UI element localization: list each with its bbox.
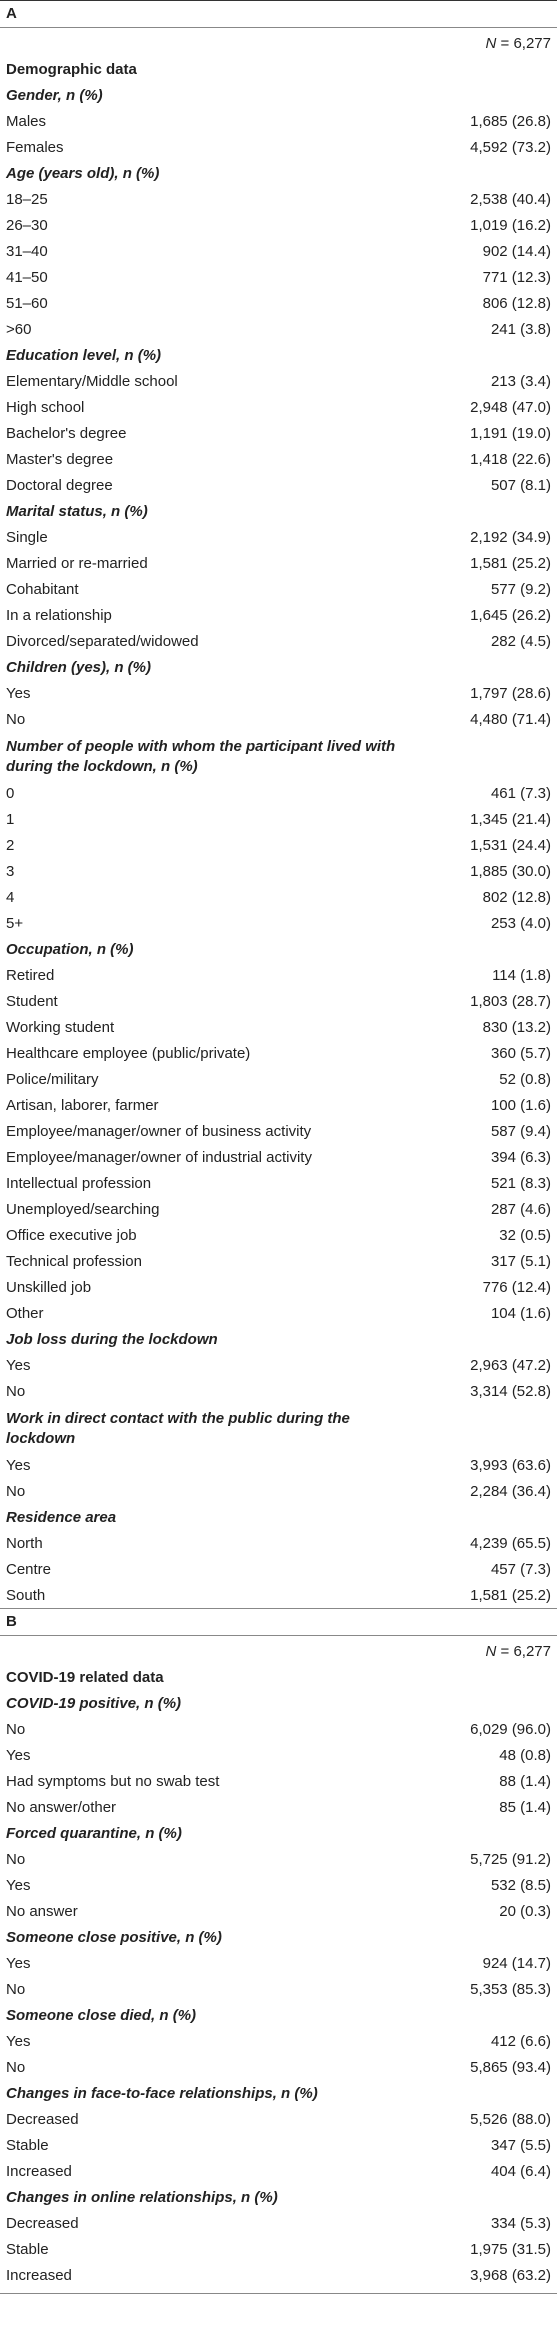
panel-a-group-7-title-label: Job loss during the lockdown [6,1331,218,1348]
panel-a-group-1-row-3 [0,265,557,291]
panel-a-group-3-row-2-value: 577 (9.2) [490,581,551,598]
panel-a-group-3-row-2-label: Cohabitant [6,581,79,598]
panel-a-group-9-row-2-label: South [6,1587,46,1604]
panel-a-group-3-row-1-label: Married or re-married [6,555,148,572]
panel-a-group-1-row-4 [0,291,557,317]
panel-a-group-0-row-0-value: 1,685 (26.8) [470,113,551,130]
panel-a-group-0-row-0 [0,109,557,135]
panel-a-group-2-row-0-value: 213 (3.4) [490,373,551,390]
panel-b-group-3-title-label: Someone close died, n (%) [6,2007,197,2024]
panel-b-group-1-row-0-value: 5,725 (91.2) [470,1851,551,1868]
panel-a-group-9-row-0 [0,1531,557,1557]
panel-a-group-6-row-11-value: 317 (5.1) [490,1253,551,1270]
panel-a-group-6-row-2 [0,1015,557,1041]
panel-a-group-5-row-5-value: 253 (4.0) [490,915,551,932]
panel-a-group-7-row-0-value: 2,963 (47.2) [470,1357,551,1374]
panel-a-group-5-row-0-value: 461 (7.3) [490,785,551,802]
panel-b-group-1-row-0 [0,1847,557,1873]
panel-a-group-1-row-1-label: 26–30 [6,217,48,234]
panel-a-group-6-row-9-label: Unemployed/searching [6,1201,160,1218]
panel-a-group-2-row-3-label: Master's degree [6,451,114,468]
panel-a-group-1-row-2-value: 902 (14.4) [482,243,551,260]
panel-a-group-3-row-4-label: Divorced/separated/widowed [6,633,199,650]
panel-b-group-3-row-1-label: No [6,2059,26,2076]
panel-b-group-0-row-0-value: 6,029 (96.0) [470,1721,551,1738]
panel-a-group-6-row-12-value: 776 (12.4) [482,1279,551,1296]
panel-a-group-6-row-0-label: Retired [6,967,55,984]
panel-a-group-5-row-4 [0,885,557,911]
panel-a-group-2-row-0 [0,369,557,395]
panel-b-section-title-label: COVID-19 related data [6,1669,164,1686]
panel-b-header-rule [0,1635,557,1636]
panel-a-group-6-row-12-label: Unskilled job [6,1279,92,1296]
panel-a-group-7-row-0-label: Yes [6,1357,31,1374]
panel-a-group-8-row-1 [0,1479,557,1505]
panel-b-group-0-row-1-value: 48 (0.8) [499,1747,551,1764]
panel-a-group-9-row-1 [0,1557,557,1583]
panel-a-group-5-row-1 [0,807,557,833]
panel-a-group-5-row-2 [0,833,557,859]
panel-b-group-2-row-0 [0,1951,557,1977]
panel-a-group-9-row-1-value: 457 (7.3) [490,1561,551,1578]
panel-a-group-1-row-4-value: 806 (12.8) [482,295,551,312]
panel-a-group-2-row-3 [0,447,557,473]
panel-a-group-4-row-1-label: No [6,711,26,728]
panel-b-group-5-row-0-label: Decreased [6,2215,79,2232]
panel-b-group-5-row-2-label: Increased [6,2267,72,2284]
panel-b-group-5-row-1-value: 1,975 (31.5) [470,2241,551,2258]
panel-a-group-0-title-label: Gender, n (%) [6,87,103,104]
panel-a-group-8-title-label: Work in direct contact with the public during the lockdown [6,1410,350,1447]
panel-a-group-4-row-0 [0,681,557,707]
panel-a-group-2-row-1-label: High school [6,399,85,416]
panel-b-group-1-row-1-label: Yes [6,1877,31,1894]
panel-a-group-6-title [0,937,557,963]
panel-b-group-0-row-2-value: 88 (1.4) [499,1773,551,1790]
panel-b-group-2-title [0,1925,557,1951]
panel-a-group-1-row-1-value: 1,019 (16.2) [470,217,551,234]
panel-a-group-6-row-0 [0,963,557,989]
panel-a-group-0-row-1-label: Females [6,139,64,156]
panel-a-group-2-title [0,343,557,369]
panel-a-group-1-row-2 [0,239,557,265]
panel-a-group-6-row-6-value: 587 (9.4) [490,1123,551,1140]
panel-a-group-9-row-0-label: North [6,1535,43,1552]
panel-a-group-6-row-0-value: 114 (1.8) [492,967,551,984]
panel-a-group-2-row-2 [0,421,557,447]
panel-a-group-3-row-0-label: Single [6,529,48,546]
panel-a-group-0-title [0,83,557,109]
panel-a-group-1-title-label: Age (years old), n (%) [6,165,160,182]
panel-b-group-3-row-1 [0,2055,557,2081]
panel-b-n-header [0,1639,557,1665]
panel-a-group-6-row-13-value: 104 (1.6) [490,1305,551,1322]
panel-b-group-2-row-1-label: No [6,1981,26,1998]
panel-a-group-8-row-1-value: 2,284 (36.4) [470,1483,551,1500]
panel-a-letter [0,1,557,27]
panel-a-group-6-row-6 [0,1119,557,1145]
panel-a-group-3-row-2 [0,577,557,603]
table-bottom-rule [0,2293,557,2294]
panel-a-header-rule [0,27,557,28]
panel-a-group-1-row-5-value: 241 (3.8) [490,321,551,338]
panel-a-group-1-row-0 [0,187,557,213]
panel-b-group-1-row-2-value: 20 (0.3) [499,1903,551,1920]
panel-a-group-6-row-3-value: 360 (5.7) [490,1045,551,1062]
n-symbol: N [485,1643,497,1660]
panel-b-group-5-row-2 [0,2263,557,2289]
panel-b-group-5-title [0,2185,557,2211]
n-count: = 6,277 [496,35,551,52]
panel-a-group-1-row-2-label: 31–40 [6,243,48,260]
n-count: = 6,277 [496,1643,551,1660]
panel-b-group-4-row-0 [0,2107,557,2133]
panel-a-group-3-row-3-label: In a relationship [6,607,112,624]
panel-a-group-5-row-3 [0,859,557,885]
panel-a-group-6-row-4-value: 52 (0.8) [499,1071,551,1088]
panel-a-group-3-row-0 [0,525,557,551]
panel-b-group-4-row-1 [0,2133,557,2159]
panel-a-group-6-row-11 [0,1249,557,1275]
panel-a-group-6-row-7-label: Employee/manager/owner of industrial activity [6,1149,312,1166]
panel-a-group-5-title-label: Number of people with whom the participant lived with during the lockdown, n (%) [6,738,396,775]
panel-a-n-header [0,31,557,57]
panel-a-group-6-row-7-value: 394 (6.3) [490,1149,551,1166]
panel-a-group-5-title [0,733,557,781]
panel-b-group-3-row-0 [0,2029,557,2055]
panel-a-group-1-row-5-label: >60 [6,321,32,338]
panel-a-group-3-row-4 [0,629,557,655]
panel-a-group-5-row-3-label: 3 [6,863,15,880]
panel-a-section-title-label: Demographic data [6,61,137,78]
panel-a-group-6-row-10-value: 32 (0.5) [499,1227,551,1244]
panel-a-group-6-row-7 [0,1145,557,1171]
panel-a-group-7-row-1-label: No [6,1383,26,1400]
panel-b-group-2-row-0-value: 924 (14.7) [482,1955,551,1972]
panel-b-group-0-row-2 [0,1769,557,1795]
panel-a-section-title [0,57,557,83]
panel-a-group-6-row-2-value: 830 (13.2) [482,1019,551,1036]
panel-a-group-6-row-4-label: Police/military [6,1071,99,1088]
panel-a-group-3-title-label: Marital status, n (%) [6,503,148,520]
panel-a-group-6-row-3-label: Healthcare employee (public/private) [6,1045,251,1062]
panel-b-group-5-row-2-value: 3,968 (63.2) [470,2267,551,2284]
panel-a-group-6-row-1-label: Student [6,993,58,1010]
panel-a-group-6-row-9-value: 287 (4.6) [490,1201,551,1218]
panel-a-group-9-row-0-value: 4,239 (65.5) [470,1535,551,1552]
panel-a-group-5-row-0 [0,781,557,807]
panel-a-group-6-row-8 [0,1171,557,1197]
panel-b-group-1-row-1-value: 532 (8.5) [490,1877,551,1894]
panel-a-group-5-row-1-label: 1 [6,811,15,828]
panel-b-group-2-row-1 [0,1977,557,2003]
panel-b-group-0-row-3 [0,1795,557,1821]
panel-a-group-6-row-13 [0,1301,557,1327]
panel-a-group-9-title [0,1505,557,1531]
panel-a-group-7-row-1-value: 3,314 (52.8) [470,1383,551,1400]
panel-a-group-5-row-4-label: 4 [6,889,15,906]
panel-a-group-6-row-8-value: 521 (8.3) [490,1175,551,1192]
panel-a-group-2-row-4-value: 507 (8.1) [490,477,551,494]
panel-a-group-4-title-label: Children (yes), n (%) [6,659,152,676]
panel-a-group-7-row-1 [0,1379,557,1405]
panel-b-group-1-title-label: Forced quarantine, n (%) [6,1825,182,1842]
panel-a-group-6-row-11-label: Technical profession [6,1253,142,1270]
panel-a-group-8-row-1-label: No [6,1483,26,1500]
panel-b-group-0-title-label: COVID-19 positive, n (%) [6,1695,182,1712]
panel-a-group-6-row-5 [0,1093,557,1119]
panel-a-group-6-row-5-value: 100 (1.6) [490,1097,551,1114]
panel-a-group-5-row-5 [0,911,557,937]
panel-a-group-9-row-2 [0,1583,557,1609]
panel-a-group-8-row-0-value: 3,993 (63.6) [470,1457,551,1474]
panel-a-group-3-row-4-value: 282 (4.5) [490,633,551,650]
panel-a-group-5-row-1-value: 1,345 (21.4) [470,811,551,828]
panel-a-group-0-row-1 [0,135,557,161]
panel-a-group-2-row-4 [0,473,557,499]
panel-b-group-2-row-1-value: 5,353 (85.3) [470,1981,551,1998]
panel-b-section-title [0,1665,557,1691]
panel-a-group-7-title [0,1327,557,1353]
panel-a-group-2-row-4-label: Doctoral degree [6,477,113,494]
panel-a-group-2-row-1 [0,395,557,421]
panel-b-group-4-row-1-label: Stable [6,2137,49,2154]
panel-b-group-4-row-0-label: Decreased [6,2111,79,2128]
panel-a-group-3-row-0-value: 2,192 (34.9) [470,529,551,546]
panel-b-group-0-row-2-label: Had symptoms but no swab test [6,1773,220,1790]
panel-a-group-9-row-1-label: Centre [6,1561,52,1578]
panel-a-group-6-row-1-value: 1,803 (28.7) [470,993,551,1010]
panel-b-group-0-row-0 [0,1717,557,1743]
panel-b-group-0-row-3-value: 85 (1.4) [499,1799,551,1816]
panel-a-group-2-row-1-value: 2,948 (47.0) [470,399,551,416]
panel-a-group-2-title-label: Education level, n (%) [6,347,162,364]
panel-b-group-5-row-1 [0,2237,557,2263]
panel-a-group-6-row-2-label: Working student [6,1019,115,1036]
panel-b-group-4-row-2 [0,2159,557,2185]
panel-a-group-1-title [0,161,557,187]
panel-a-group-1-row-0-label: 18–25 [6,191,48,208]
panel-b-group-0-row-3-label: No answer/other [6,1799,117,1816]
panel-a-group-3-title [0,499,557,525]
panel-a-group-5-row-4-value: 802 (12.8) [482,889,551,906]
panel-b-group-5-row-1-label: Stable [6,2241,49,2258]
panel-a-n-header-value [486,34,551,54]
panel-b-letter-label: B [6,1613,17,1630]
panel-a-group-0-row-1-value: 4,592 (73.2) [470,139,551,156]
panel-b-group-1-row-2 [0,1899,557,1925]
panel-a-group-6-row-1 [0,989,557,1015]
panel-a-group-8-title [0,1405,557,1453]
panel-a-group-6-row-10-label: Office executive job [6,1227,137,1244]
panel-b-group-4-row-2-value: 404 (6.4) [490,2163,551,2180]
panel-a-group-6-row-4 [0,1067,557,1093]
panel-a-group-3-row-3 [0,603,557,629]
panel-a-group-2-row-3-value: 1,418 (22.6) [470,451,551,468]
panel-a-group-5-row-3-value: 1,885 (30.0) [470,863,551,880]
panel-a-group-1-row-0-value: 2,538 (40.4) [470,191,551,208]
panel-b-group-1-row-1 [0,1873,557,1899]
panel-b-group-2-row-0-label: Yes [6,1955,31,1972]
panel-b-group-0-row-1-label: Yes [6,1747,31,1764]
panel-b-letter [0,1609,557,1635]
panel-b-group-1-title [0,1821,557,1847]
panel-b-group-4-row-2-label: Increased [6,2163,72,2180]
panel-a-group-1-row-4-label: 51–60 [6,295,48,312]
panel-a-group-3-row-3-value: 1,645 (26.2) [470,607,551,624]
panel-b-group-4-row-0-value: 5,526 (88.0) [470,2111,551,2128]
panel-a-group-4-title [0,655,557,681]
panel-a-group-2-row-2-label: Bachelor's degree [6,425,127,442]
panel-b-group-0-row-0-label: No [6,1721,26,1738]
panel-b-group-5-row-0 [0,2211,557,2237]
panel-a-group-5-row-5-label: 5+ [6,915,24,932]
panel-b-n-header-value [486,1642,551,1662]
panel-a-group-8-row-0-label: Yes [6,1457,31,1474]
panel-b-group-3-title [0,2003,557,2029]
panel-a-group-4-row-0-value: 1,797 (28.6) [470,685,551,702]
panel-a-group-1-row-1 [0,213,557,239]
panel-a-letter-label: A [6,5,17,22]
panel-a-group-5-row-2-value: 1,531 (24.4) [470,837,551,854]
panel-a-group-4-row-1-value: 4,480 (71.4) [470,711,551,728]
panel-b-group-1-row-0-label: No [6,1851,26,1868]
panel-a-group-6-row-12 [0,1275,557,1301]
panel-b-group-4-row-1-value: 347 (5.5) [490,2137,551,2154]
panel-b-group-0-title [0,1691,557,1717]
panel-a-group-6-row-10 [0,1223,557,1249]
panel-b-group-3-row-1-value: 5,865 (93.4) [470,2059,551,2076]
panel-a-group-2-row-0-label: Elementary/Middle school [6,373,178,390]
panel-b-group-3-row-0-label: Yes [6,2033,31,2050]
panel-a-group-3-row-1 [0,551,557,577]
panel-b-group-2-title-label: Someone close positive, n (%) [6,1929,222,1946]
panel-a-group-4-row-0-label: Yes [6,685,31,702]
panel-a-group-6-row-9 [0,1197,557,1223]
n-symbol: N [485,35,497,52]
panel-b-group-5-title-label: Changes in online relationships, n (%) [6,2189,278,2206]
panel-a-group-2-row-2-value: 1,191 (19.0) [470,425,551,442]
panel-b-group-4-title [0,2081,557,2107]
panel-b-group-3-row-0-value: 412 (6.6) [490,2033,551,2050]
panel-a-group-6-row-13-label: Other [6,1305,44,1322]
panel-a-group-9-title-label: Residence area [6,1509,117,1526]
panel-a-group-6-title-label: Occupation, n (%) [6,941,134,958]
panel-a-group-9-row-2-value: 1,581 (25.2) [470,1587,551,1604]
panel-b-group-1-row-2-label: No answer [6,1903,78,1920]
panel-a-group-7-row-0 [0,1353,557,1379]
panel-a-group-6-row-3 [0,1041,557,1067]
panel-a-group-1-row-5 [0,317,557,343]
panel-b-group-4-title-label: Changes in face-to-face relationships, n (%) [6,2085,318,2102]
panel-a-group-6-row-5-label: Artisan, laborer, farmer [6,1097,159,1114]
panel-a-group-6-row-6-label: Employee/manager/owner of business activity [6,1123,312,1140]
panel-a-group-4-row-1 [0,707,557,733]
panel-b-group-0-row-1 [0,1743,557,1769]
panel-a-group-5-row-2-label: 2 [6,837,15,854]
panel-a-group-8-row-0 [0,1453,557,1479]
panel-a-group-1-row-3-label: 41–50 [6,269,48,286]
panel-a-group-6-row-8-label: Intellectual profession [6,1175,152,1192]
panel-a-group-5-row-0-label: 0 [6,785,15,802]
panel-a-group-1-row-3-value: 771 (12.3) [482,269,551,286]
panel-b-group-5-row-0-value: 334 (5.3) [490,2215,551,2232]
panel-a-group-0-row-0-label: Males [6,113,47,130]
panel-a-group-3-row-1-value: 1,581 (25.2) [470,555,551,572]
